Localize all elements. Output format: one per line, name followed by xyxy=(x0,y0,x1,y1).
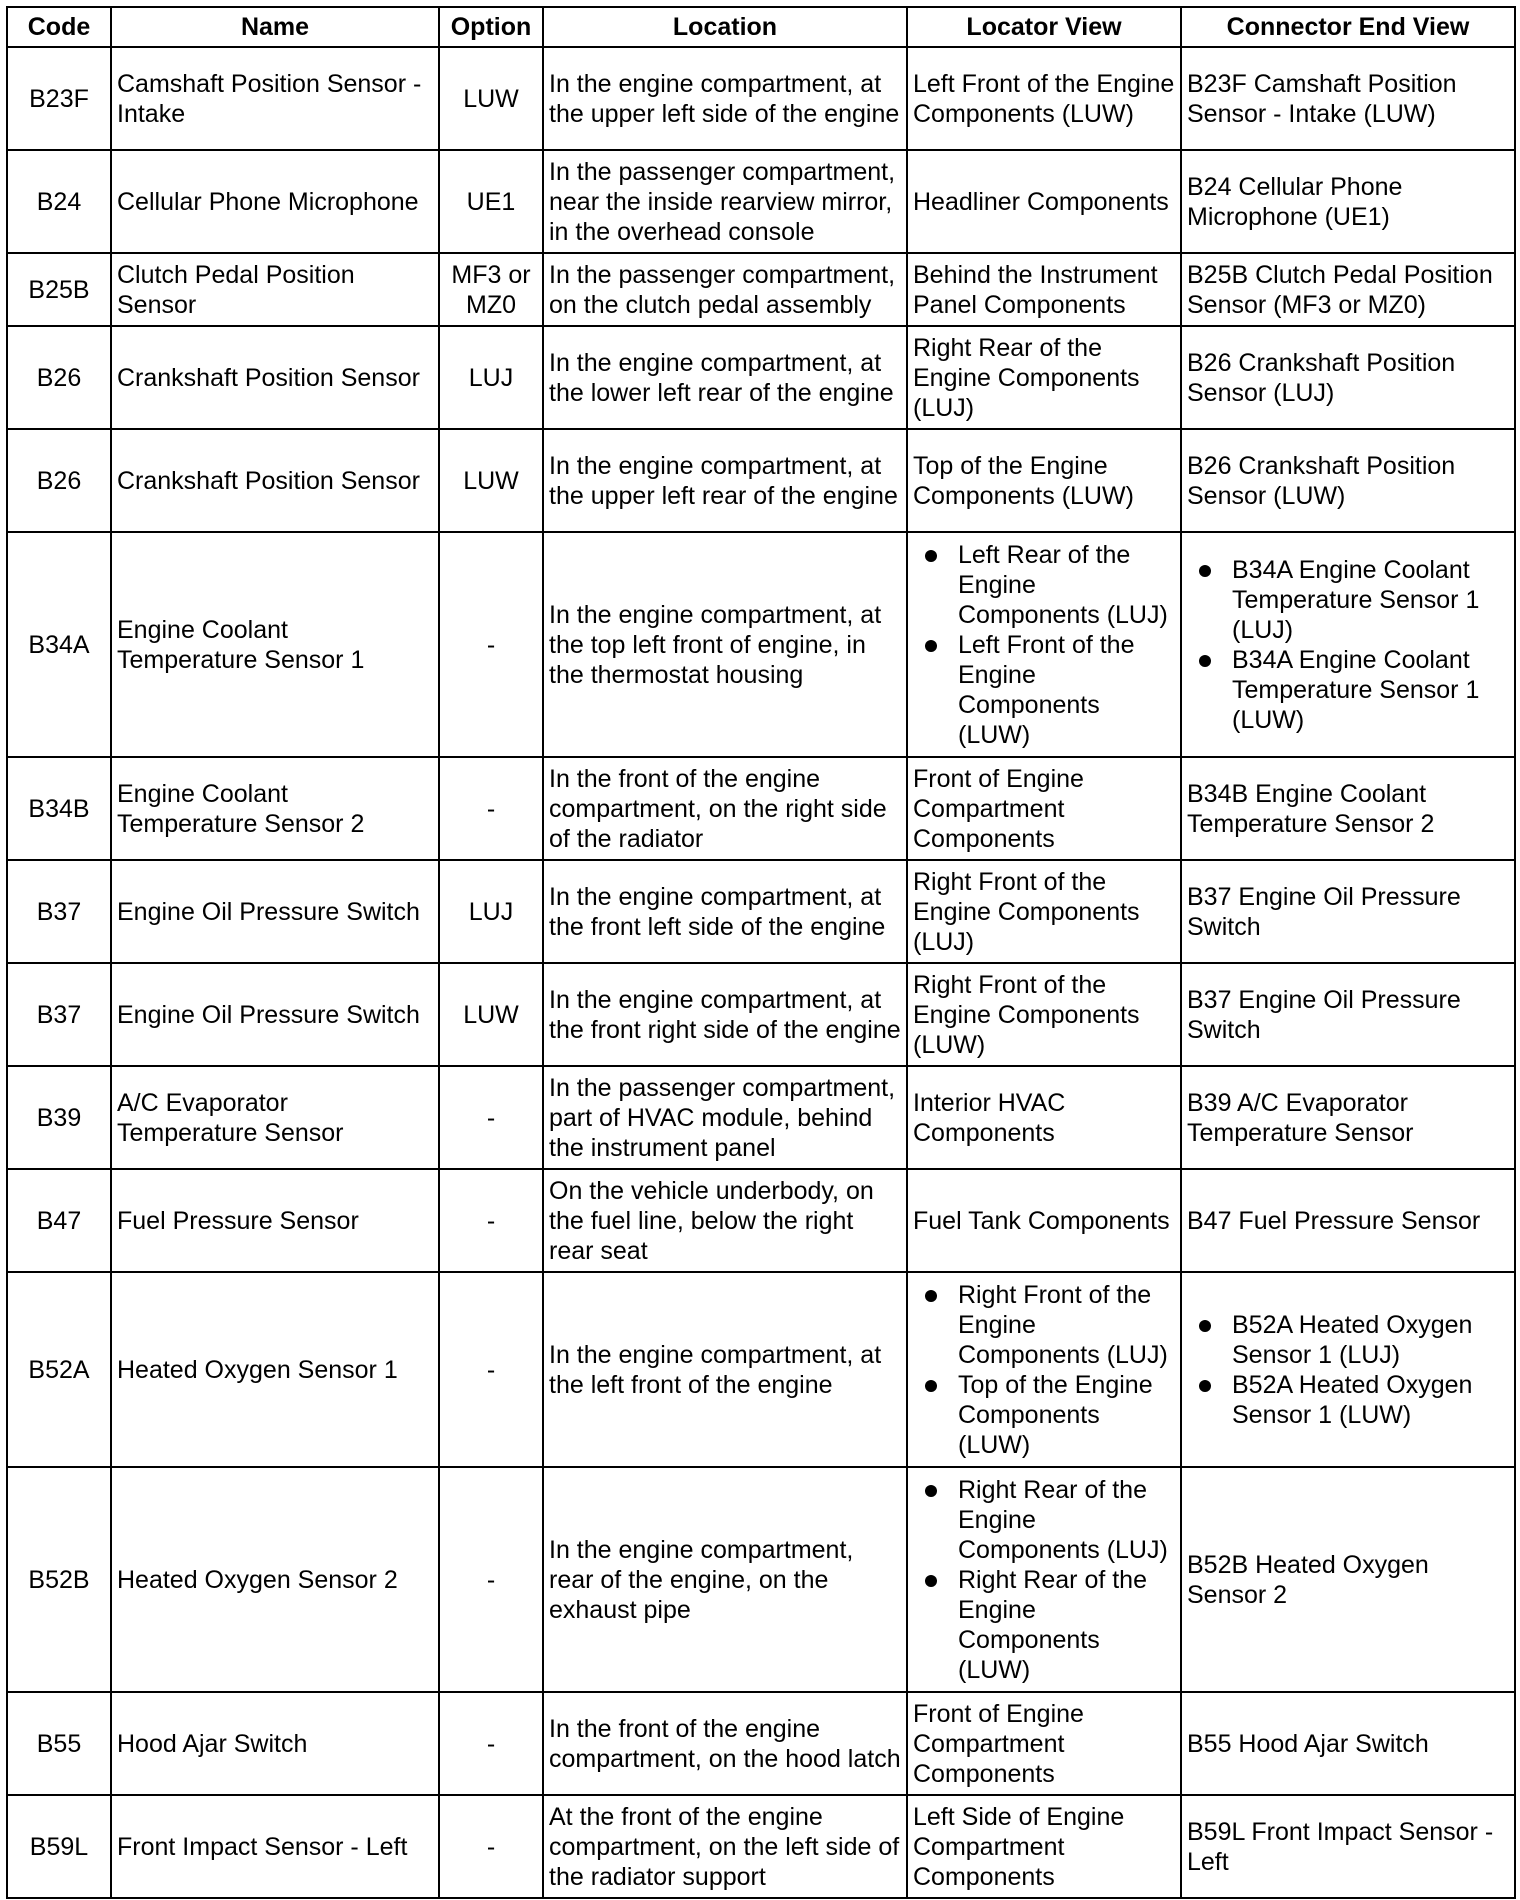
cell-option: LUW xyxy=(439,47,543,150)
cell-locator-view: Fuel Tank Components xyxy=(907,1169,1181,1272)
cell-location: In the engine compartment, at the lower left rear of the engine xyxy=(543,326,907,429)
cell-code: B52A xyxy=(7,1272,111,1467)
cell-code: B37 xyxy=(7,860,111,963)
cell-name: Engine Coolant Temperature Sensor 2 xyxy=(111,757,439,860)
cell-connector-end-view: B47 Fuel Pressure Sensor xyxy=(1181,1169,1515,1272)
cell-connector-end-view: B39 A/C Evaporator Temperature Sensor xyxy=(1181,1066,1515,1169)
cell-option: LUJ xyxy=(439,860,543,963)
table-row xyxy=(7,429,1515,532)
cell-connector-end-view xyxy=(1181,532,1515,757)
table-row xyxy=(7,1467,1515,1692)
bullet-icon xyxy=(925,1485,937,1497)
cell-option: - xyxy=(439,532,543,757)
cell-location: In the passenger compartment, near the inside rearview mirror, in the overhead console xyxy=(543,150,907,253)
cell-locator-view: Front of Engine Compartment Components xyxy=(907,757,1181,860)
header-code: Code xyxy=(7,7,111,47)
list-item xyxy=(1232,645,1509,735)
cell-option: LUW xyxy=(439,963,543,1066)
cell-locator-view: Right Rear of the Engine Components (LUJ) xyxy=(907,326,1181,429)
cell-location: In the passenger compartment, part of HVAC module, behind the instrument panel xyxy=(543,1066,907,1169)
header-row xyxy=(7,7,1515,47)
cell-name: Cellular Phone Microphone xyxy=(111,150,439,253)
list-item-text: B34A Engine Coolant Temperature Sensor 1 (LUJ) xyxy=(1232,555,1480,644)
cell-name: Heated Oxygen Sensor 2 xyxy=(111,1467,439,1692)
cell-code: B52B xyxy=(7,1467,111,1692)
cell-locator-view-list xyxy=(913,1280,1175,1460)
bullet-icon xyxy=(925,550,937,562)
cell-locator-view: Headliner Components xyxy=(907,150,1181,253)
cell-connector-end-view: B24 Cellular Phone Microphone (UE1) xyxy=(1181,150,1515,253)
list-item-text: B52A Heated Oxygen Sensor 1 (LUJ) xyxy=(1232,1310,1473,1369)
cell-location: On the vehicle underbody, on the fuel line, below the right rear seat xyxy=(543,1169,907,1272)
cell-option: - xyxy=(439,757,543,860)
cell-connector-end-view: B37 Engine Oil Pressure Switch xyxy=(1181,963,1515,1066)
header-name: Name xyxy=(111,7,439,47)
cell-name: Hood Ajar Switch xyxy=(111,1692,439,1795)
cell-location: In the engine compartment, at the front right side of the engine xyxy=(543,963,907,1066)
cell-connector-end-view-list xyxy=(1187,1310,1509,1430)
cell-location: At the front of the engine compartment, on the left side of the radiator support xyxy=(543,1795,907,1898)
bullet-icon xyxy=(1199,565,1211,577)
list-item xyxy=(958,630,1175,750)
table-row xyxy=(7,1169,1515,1272)
cell-locator-view: Front of Engine Compartment Components xyxy=(907,1692,1181,1795)
cell-code: B25B xyxy=(7,253,111,326)
cell-locator-view: Behind the Instrument Panel Components xyxy=(907,253,1181,326)
cell-option: MF3 or MZ0 xyxy=(439,253,543,326)
bullet-icon xyxy=(925,1290,937,1302)
bullet-icon xyxy=(925,1380,937,1392)
table-row xyxy=(7,1692,1515,1795)
cell-code: B34A xyxy=(7,532,111,757)
cell-locator-view xyxy=(907,1272,1181,1467)
list-item xyxy=(958,1475,1175,1565)
list-item-text: Top of the Engine Components (LUW) xyxy=(958,1370,1153,1459)
table-row xyxy=(7,1066,1515,1169)
bullet-icon xyxy=(1199,1380,1211,1392)
cell-option: LUW xyxy=(439,429,543,532)
cell-code: B39 xyxy=(7,1066,111,1169)
cell-connector-end-view: B52B Heated Oxygen Sensor 2 xyxy=(1181,1467,1515,1692)
list-item xyxy=(958,1565,1175,1685)
cell-connector-end-view xyxy=(1181,1272,1515,1467)
component-table xyxy=(6,6,1516,1899)
cell-connector-end-view: B34B Engine Coolant Temperature Sensor 2 xyxy=(1181,757,1515,860)
cell-locator-view: Right Front of the Engine Components (LUJ) xyxy=(907,860,1181,963)
cell-connector-end-view: B23F Camshaft Position Sensor - Intake (LUW) xyxy=(1181,47,1515,150)
cell-location: In the engine compartment, at the upper left rear of the engine xyxy=(543,429,907,532)
table-row xyxy=(7,757,1515,860)
list-item-text: B34A Engine Coolant Temperature Sensor 1 (LUW) xyxy=(1232,645,1480,734)
cell-connector-end-view-list xyxy=(1187,555,1509,735)
cell-connector-end-view: B26 Crankshaft Position Sensor (LUW) xyxy=(1181,429,1515,532)
cell-locator-view-list xyxy=(913,1475,1175,1685)
list-item-text: B52A Heated Oxygen Sensor 1 (LUW) xyxy=(1232,1370,1473,1429)
header-connector-end-view: Connector End View xyxy=(1181,7,1515,47)
bullet-icon xyxy=(1199,1320,1211,1332)
cell-location: In the front of the engine compartment, on the right side of the radiator xyxy=(543,757,907,860)
cell-name: Heated Oxygen Sensor 1 xyxy=(111,1272,439,1467)
table-row xyxy=(7,47,1515,150)
cell-code: B59L xyxy=(7,1795,111,1898)
cell-code: B26 xyxy=(7,429,111,532)
table-row xyxy=(7,1795,1515,1898)
table-row xyxy=(7,150,1515,253)
cell-name: Front Impact Sensor - Left xyxy=(111,1795,439,1898)
bullet-icon xyxy=(1199,655,1211,667)
cell-location: In the front of the engine compartment, on the hood latch xyxy=(543,1692,907,1795)
list-item-text: Right Front of the Engine Components (LUJ) xyxy=(958,1280,1168,1369)
bullet-icon xyxy=(925,640,937,652)
cell-locator-view: Top of the Engine Components (LUW) xyxy=(907,429,1181,532)
cell-location: In the engine compartment, rear of the engine, on the exhaust pipe xyxy=(543,1467,907,1692)
cell-connector-end-view: B25B Clutch Pedal Position Sensor (MF3 or MZ0) xyxy=(1181,253,1515,326)
list-item-text: Left Front of the Engine Components (LUW) xyxy=(958,630,1135,749)
list-item-text: Right Rear of the Engine Components (LUW) xyxy=(958,1565,1147,1684)
cell-locator-view xyxy=(907,532,1181,757)
cell-connector-end-view: B55 Hood Ajar Switch xyxy=(1181,1692,1515,1795)
cell-location: In the engine compartment, at the top left front of engine, in the thermostat housing xyxy=(543,532,907,757)
cell-code: B34B xyxy=(7,757,111,860)
table-row xyxy=(7,1272,1515,1467)
cell-name: A/C Evaporator Temperature Sensor xyxy=(111,1066,439,1169)
cell-connector-end-view: B26 Crankshaft Position Sensor (LUJ) xyxy=(1181,326,1515,429)
table-row xyxy=(7,253,1515,326)
bullet-icon xyxy=(925,1575,937,1587)
list-item xyxy=(1232,555,1509,645)
cell-locator-view: Left Side of Engine Compartment Components xyxy=(907,1795,1181,1898)
cell-connector-end-view: B37 Engine Oil Pressure Switch xyxy=(1181,860,1515,963)
cell-code: B37 xyxy=(7,963,111,1066)
table-row xyxy=(7,963,1515,1066)
cell-option: - xyxy=(439,1795,543,1898)
cell-option: - xyxy=(439,1467,543,1692)
cell-locator-view: Left Front of the Engine Components (LUW) xyxy=(907,47,1181,150)
header-option: Option xyxy=(439,7,543,47)
cell-name: Crankshaft Position Sensor xyxy=(111,326,439,429)
cell-name: Crankshaft Position Sensor xyxy=(111,429,439,532)
header-location: Location xyxy=(543,7,907,47)
table-row xyxy=(7,326,1515,429)
cell-name: Clutch Pedal Position Sensor xyxy=(111,253,439,326)
cell-locator-view xyxy=(907,1467,1181,1692)
cell-locator-view: Interior HVAC Components xyxy=(907,1066,1181,1169)
list-item xyxy=(1232,1310,1509,1370)
list-item-text: Left Rear of the Engine Components (LUJ) xyxy=(958,540,1168,629)
list-item xyxy=(958,1280,1175,1370)
list-item-text: Right Rear of the Engine Components (LUJ) xyxy=(958,1475,1168,1564)
cell-location: In the engine compartment, at the front left side of the engine xyxy=(543,860,907,963)
cell-name: Camshaft Position Sensor - Intake xyxy=(111,47,439,150)
cell-code: B47 xyxy=(7,1169,111,1272)
cell-option: - xyxy=(439,1066,543,1169)
list-item xyxy=(958,1370,1175,1460)
cell-connector-end-view: B59L Front Impact Sensor - Left xyxy=(1181,1795,1515,1898)
table-row xyxy=(7,860,1515,963)
cell-option: LUJ xyxy=(439,326,543,429)
cell-code: B55 xyxy=(7,1692,111,1795)
cell-locator-view-list xyxy=(913,540,1175,750)
cell-option: - xyxy=(439,1692,543,1795)
cell-code: B24 xyxy=(7,150,111,253)
cell-name: Engine Oil Pressure Switch xyxy=(111,963,439,1066)
cell-locator-view: Right Front of the Engine Components (LUW) xyxy=(907,963,1181,1066)
list-item xyxy=(958,540,1175,630)
cell-name: Fuel Pressure Sensor xyxy=(111,1169,439,1272)
cell-location: In the engine compartment, at the left front of the engine xyxy=(543,1272,907,1467)
header-locator-view: Locator View xyxy=(907,7,1181,47)
cell-name: Engine Oil Pressure Switch xyxy=(111,860,439,963)
list-item xyxy=(1232,1370,1509,1430)
cell-name: Engine Coolant Temperature Sensor 1 xyxy=(111,532,439,757)
cell-code: B23F xyxy=(7,47,111,150)
cell-option: - xyxy=(439,1272,543,1467)
cell-option: - xyxy=(439,1169,543,1272)
cell-code: B26 xyxy=(7,326,111,429)
table-row xyxy=(7,532,1515,757)
cell-location: In the passenger compartment, on the clutch pedal assembly xyxy=(543,253,907,326)
cell-location: In the engine compartment, at the upper left side of the engine xyxy=(543,47,907,150)
cell-option: UE1 xyxy=(439,150,543,253)
